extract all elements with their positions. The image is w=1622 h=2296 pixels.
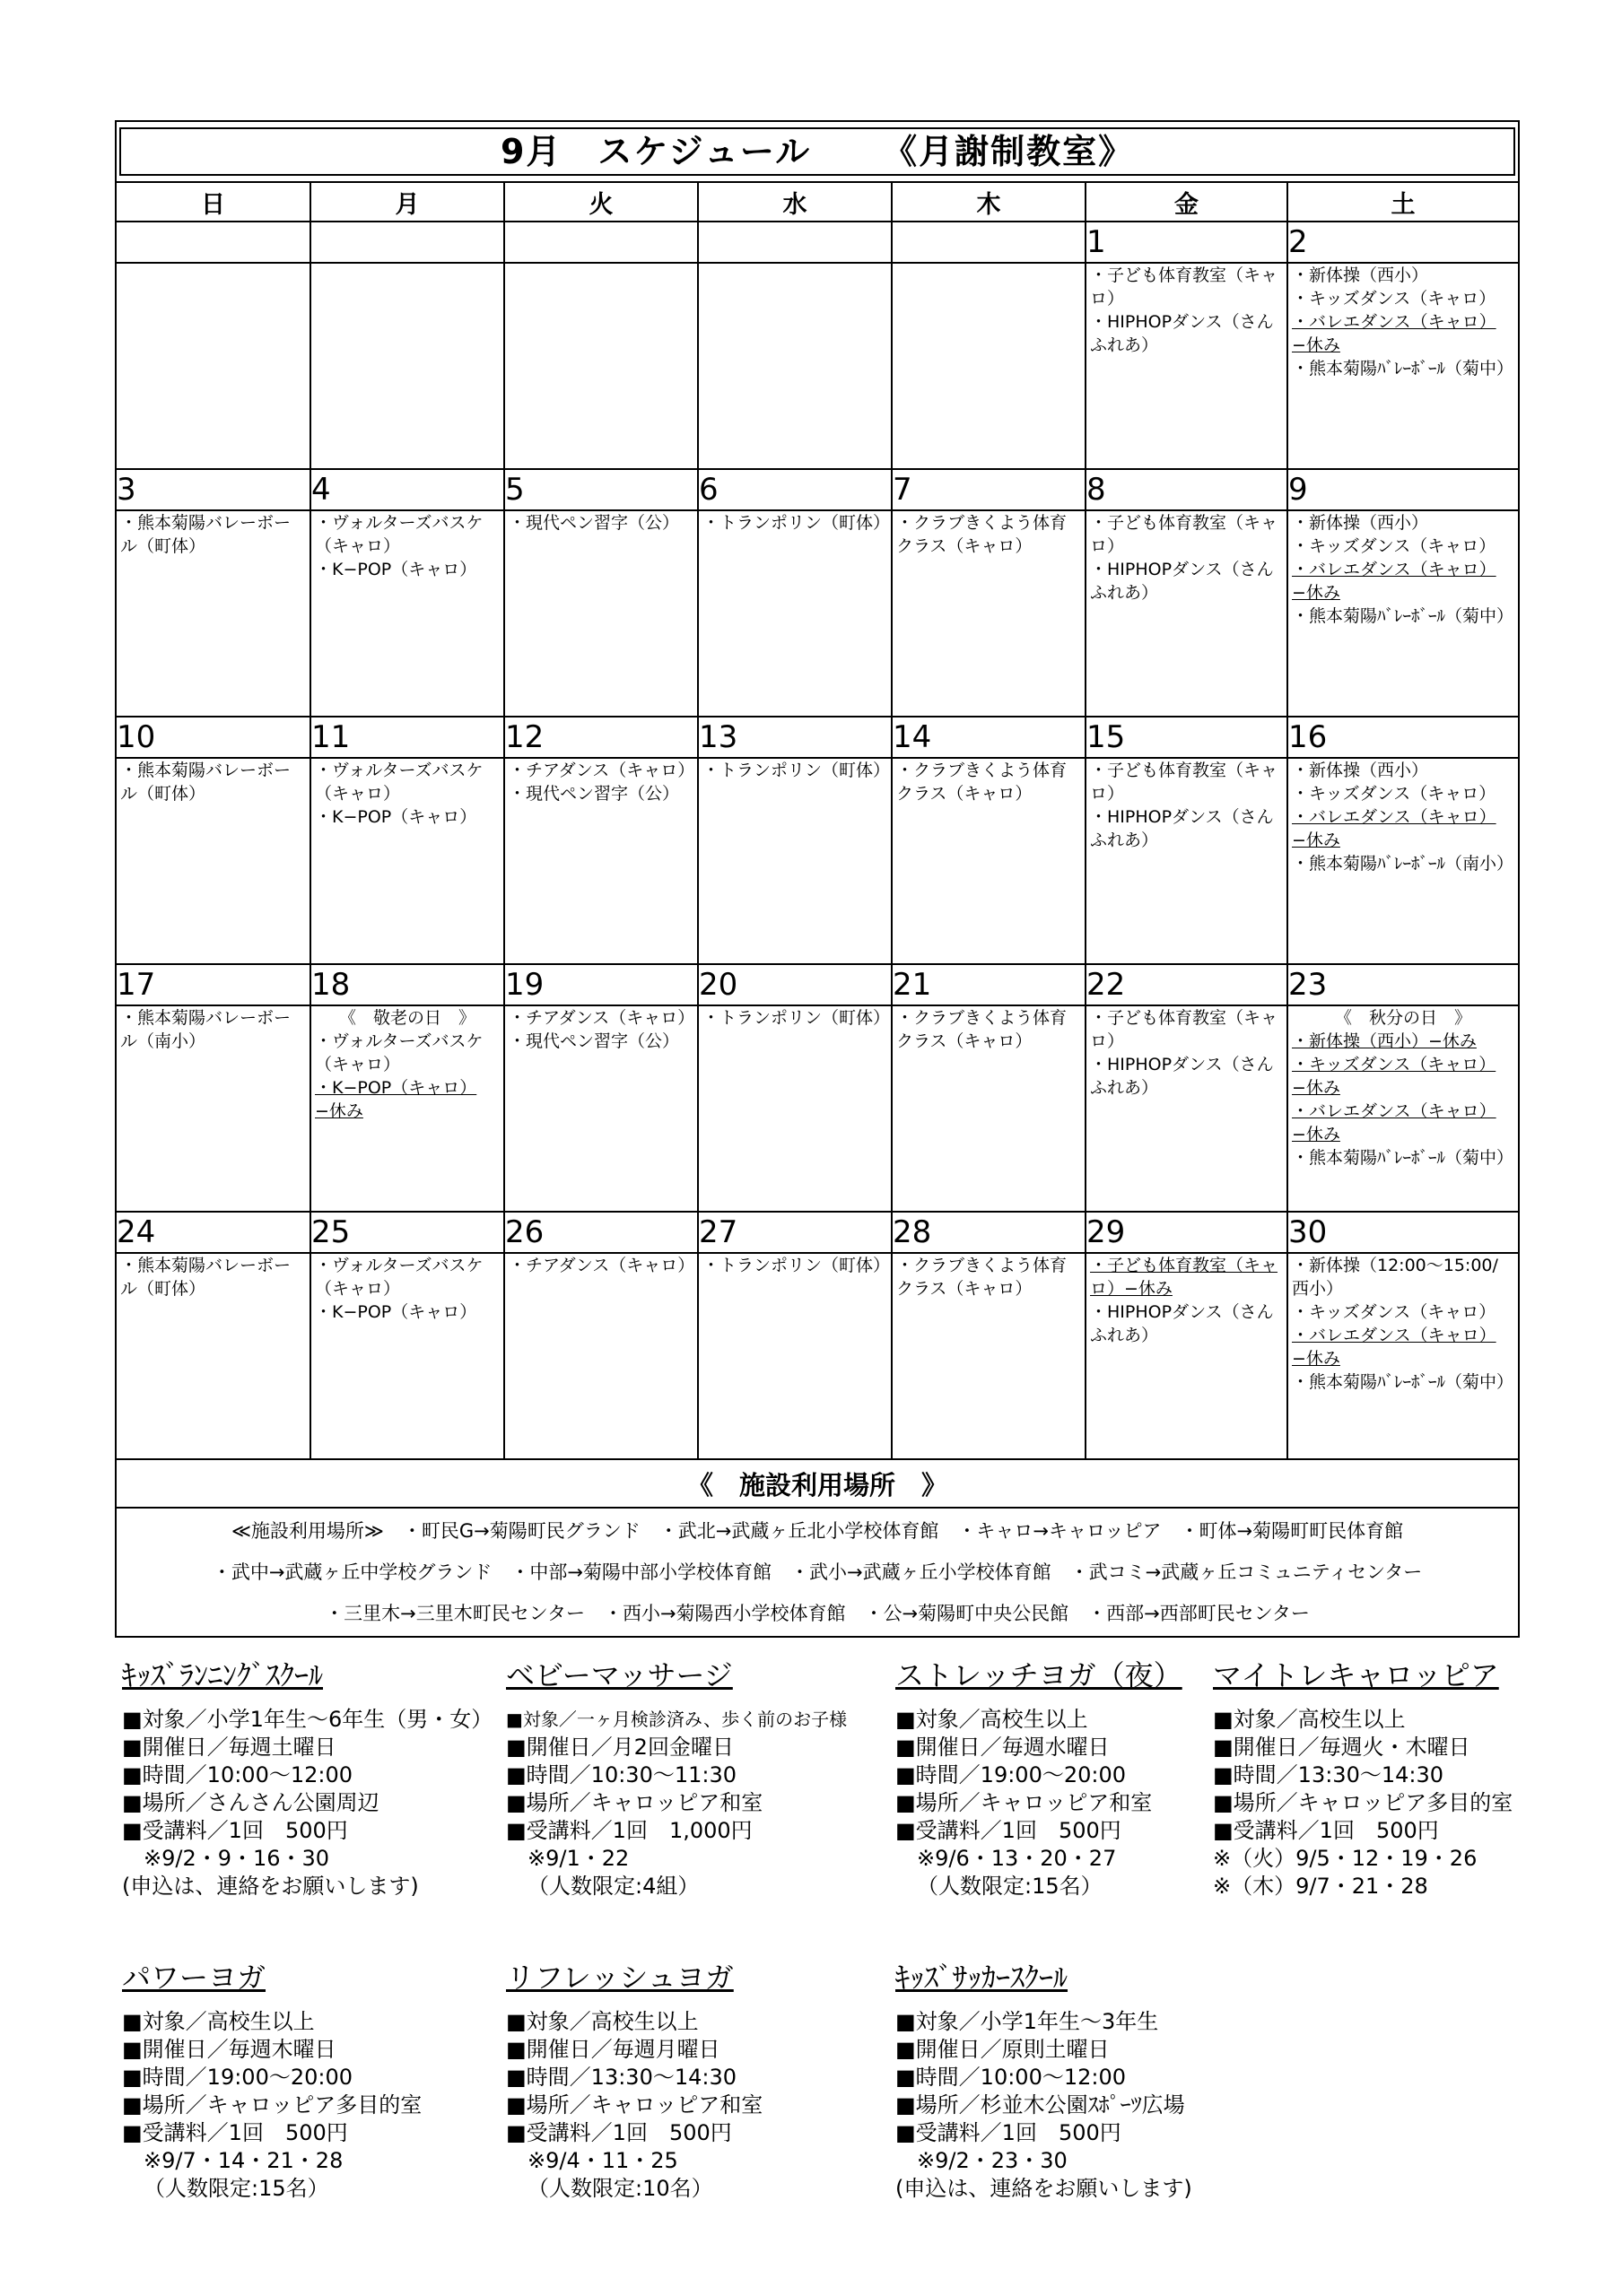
class-detail-line: ■受講料／1回 500円 bbox=[895, 1818, 1121, 1843]
class-detail-line: ■開催日／毎週水曜日 bbox=[895, 1735, 1110, 1760]
event-item: ・クラブきくよう体育クラス（キャロ） bbox=[896, 761, 1068, 804]
day-number: 26 bbox=[504, 1212, 698, 1253]
class-detail-line: ※（火）9/5・12・19・26 bbox=[1213, 1846, 1478, 1871]
class-detail-line: ■対象／高校生以上 bbox=[1213, 1707, 1406, 1732]
day-events bbox=[504, 758, 698, 964]
day-number: 22 bbox=[1086, 964, 1287, 1005]
calendar-title-cell bbox=[116, 121, 1519, 182]
weekday-header-row bbox=[116, 182, 1519, 222]
day-events bbox=[1287, 758, 1519, 964]
class-detail-line: ■場所／キャロッピア和室 bbox=[506, 1790, 763, 1815]
event-item: ・子ども体育教室（キャロ） bbox=[1090, 265, 1278, 309]
class-title: パワーヨガ bbox=[122, 1961, 266, 1995]
event-item: ・HIPHOPダンス（さんふれあ） bbox=[1090, 560, 1274, 603]
event-item: ・トランポリン（町体） bbox=[702, 513, 891, 533]
event-item: ・K−POP（キャロ）−休み bbox=[315, 1078, 477, 1121]
events-row bbox=[116, 1005, 1519, 1212]
class-detail-line: (申込は、連絡をお願いします) bbox=[122, 1874, 419, 1899]
event-item: ・熊本菊陽ﾊﾞﾚｰﾎﾞｰﾙ（菊中） bbox=[1292, 359, 1514, 378]
event-item: ・新体操（西小）−休み bbox=[1292, 1031, 1477, 1051]
holiday-label: 《 秋分の日 》 bbox=[1335, 1008, 1472, 1028]
day-number: 18 bbox=[310, 964, 504, 1005]
day-number: 14 bbox=[892, 717, 1086, 758]
day-events bbox=[310, 1253, 504, 1459]
day-events bbox=[1086, 1253, 1287, 1459]
day-events bbox=[892, 758, 1086, 964]
weekday-mon: 月 bbox=[310, 182, 504, 222]
weeks-body bbox=[116, 222, 1519, 1459]
class-detail-line: ■受講料／1回 500円 bbox=[1213, 1818, 1439, 1843]
event-item: ・クラブきくよう体育クラス（キャロ） bbox=[896, 1008, 1068, 1051]
event-item: ・キッズダンス（キャロ） bbox=[1292, 784, 1496, 804]
event-item: ・子ども体育教室（キャロ） bbox=[1090, 761, 1278, 804]
class-detail-line: ■開催日／毎週土曜日 bbox=[122, 1735, 336, 1760]
day-events bbox=[310, 1005, 504, 1212]
class-detail-line: ■対象／高校生以上 bbox=[895, 1707, 1088, 1732]
class-detail-line: ※9/1・22 bbox=[528, 1846, 630, 1871]
facilities-legend bbox=[116, 1508, 1519, 1637]
day-number: 21 bbox=[892, 964, 1086, 1005]
day-number: 3 bbox=[116, 469, 310, 510]
class-detail-line: ■対象／高校生以上 bbox=[122, 2009, 315, 2034]
day-events bbox=[116, 1005, 310, 1212]
event-item: ・子ども体育教室（キャロ） bbox=[1090, 513, 1278, 556]
event-item: ・キッズダンス（キャロ） bbox=[1292, 289, 1496, 309]
class-detail-line: (申込は、連絡をお願いします) bbox=[895, 2176, 1192, 2201]
class-info bbox=[895, 1960, 1192, 2203]
day-number bbox=[892, 222, 1086, 263]
day-number-row bbox=[116, 1212, 1519, 1253]
weekday-thu: 木 bbox=[892, 182, 1086, 222]
event-item: ・ヴォルターズバスケ（キャロ） bbox=[315, 1031, 484, 1074]
day-events bbox=[116, 510, 310, 717]
calendar-title bbox=[119, 127, 1515, 176]
facilities-title: 《 施設利用場所 》 bbox=[116, 1459, 1519, 1508]
class-detail-line: ■時間／13:30〜14:30 bbox=[506, 2065, 737, 2090]
day-number: 19 bbox=[504, 964, 698, 1005]
class-detail-line: ■場所／キャロッピア多目的室 bbox=[1213, 1790, 1513, 1815]
class-detail-line: ■場所／さんさん公園周辺 bbox=[122, 1790, 379, 1815]
day-events bbox=[698, 1253, 892, 1459]
class-detail-line: ■対象／小学1年生〜6年生（男・女） bbox=[122, 1707, 493, 1732]
event-item: ・子ども体育教室（キャロ）−休み bbox=[1090, 1256, 1278, 1299]
day-events bbox=[1287, 1005, 1519, 1212]
day-events bbox=[1287, 1253, 1519, 1459]
event-item: ・K−POP（キャロ） bbox=[315, 1302, 477, 1322]
day-events bbox=[1086, 1005, 1287, 1212]
class-detail-line: ■場所／キャロッピア多目的室 bbox=[122, 2092, 423, 2118]
weekday-sat: 土 bbox=[1287, 182, 1519, 222]
event-item: ・新体操（西小） bbox=[1292, 265, 1429, 285]
day-number: 2 bbox=[1287, 222, 1519, 263]
event-item: ・HIPHOPダンス（さんふれあ） bbox=[1090, 807, 1274, 850]
day-events bbox=[698, 1005, 892, 1212]
day-number: 20 bbox=[698, 964, 892, 1005]
event-item: ・HIPHOPダンス（さんふれあ） bbox=[1090, 1055, 1274, 1098]
day-number: 25 bbox=[310, 1212, 504, 1253]
event-item: ・熊本菊陽ﾊﾞﾚｰﾎﾞｰﾙ（菊中） bbox=[1292, 1372, 1514, 1392]
day-number: 29 bbox=[1086, 1212, 1287, 1253]
day-number: 13 bbox=[698, 717, 892, 758]
class-detail-line: （人数限定:4組） bbox=[528, 1874, 700, 1899]
class-detail-line: ■場所／杉並木公園ｽﾎﾟｰﾂ広場 bbox=[895, 2092, 1185, 2118]
event-item: ・ヴォルターズバスケ（キャロ） bbox=[315, 761, 484, 804]
day-events bbox=[504, 1005, 698, 1212]
class-detail-line: ■時間／19:00〜20:00 bbox=[895, 1762, 1127, 1787]
class-title: ｷｯｽﾞｻｯｶｰｽｸｰﾙ bbox=[895, 1961, 1068, 1995]
day-number: 11 bbox=[310, 717, 504, 758]
event-item: ・バレエダンス（キャロ）−休み bbox=[1292, 560, 1496, 603]
class-detail-line: （人数限定:10名） bbox=[528, 2176, 713, 2201]
event-item: ・バレエダンス（キャロ）−休み bbox=[1292, 807, 1496, 850]
event-item: ・キッズダンス（キャロ）−休み bbox=[1292, 1055, 1496, 1098]
class-detail-line: ■時間／10:00〜12:00 bbox=[895, 2065, 1127, 2090]
class-detail-line: ※（木）9/7・21・28 bbox=[1213, 1874, 1428, 1899]
class-detail-line: （人数限定:15名） bbox=[917, 1874, 1103, 1899]
event-item: ・バレエダンス（キャロ）−休み bbox=[1292, 1326, 1496, 1369]
class-detail-line: ■開催日／原則土曜日 bbox=[895, 2037, 1110, 2062]
class-title: ｷｯｽﾞﾗﾝﾆﾝｸﾞｽｸｰﾙ bbox=[122, 1658, 324, 1692]
day-number: 12 bbox=[504, 717, 698, 758]
event-item: ・HIPHOPダンス（さんふれあ） bbox=[1090, 1302, 1274, 1345]
class-info bbox=[895, 1657, 1182, 1900]
day-number: 6 bbox=[698, 469, 892, 510]
weekday-fri: 金 bbox=[1086, 182, 1287, 222]
event-item: ・熊本菊陽バレーボール（南小） bbox=[120, 1008, 292, 1051]
class-detail-line: ■受講料／1回 500円 bbox=[122, 1818, 348, 1843]
day-events bbox=[1287, 263, 1519, 469]
class-detail-line: ■時間／19:00〜20:00 bbox=[122, 2065, 353, 2090]
class-detail-line: ■受講料／1回 1,000円 bbox=[506, 1818, 753, 1843]
class-detail-line: ■開催日／月2回金曜日 bbox=[506, 1735, 734, 1760]
class-detail-line: ※9/4・11・25 bbox=[528, 2148, 678, 2173]
event-item: ・K−POP（キャロ） bbox=[315, 807, 477, 827]
events-row bbox=[116, 510, 1519, 717]
event-item: ・熊本菊陽バレーボール（町体） bbox=[120, 1256, 292, 1299]
class-detail-line: ※9/2・9・16・30 bbox=[144, 1846, 330, 1871]
weekday-sun: 日 bbox=[116, 182, 310, 222]
event-item: ・熊本菊陽ﾊﾞﾚｰﾎﾞｰﾙ（菊中） bbox=[1292, 1148, 1514, 1168]
day-number: 24 bbox=[116, 1212, 310, 1253]
title-name: 《月謝制教室》 bbox=[883, 132, 1135, 171]
day-number: 4 bbox=[310, 469, 504, 510]
facilities-line: ≪施設利用場所≫ ・町民G→菊陽町民グランド ・武北→武蔵ヶ丘北小学校体育館 ・キャロ→キャロッピア ・町体→菊陽町町民体育館 bbox=[231, 1520, 1404, 1542]
event-item: ・チアダンス（キャロ） bbox=[509, 761, 695, 780]
title-schedule: スケジュール bbox=[597, 132, 812, 171]
class-title: ベビーマッサージ bbox=[506, 1658, 733, 1692]
event-item: ・クラブきくよう体育クラス（キャロ） bbox=[896, 1256, 1068, 1299]
day-number: 17 bbox=[116, 964, 310, 1005]
facilities-title-row bbox=[116, 1459, 1519, 1508]
class-detail-line: ■時間／10:30〜11:30 bbox=[506, 1762, 737, 1787]
event-item: ・熊本菊陽バレーボール（町体） bbox=[120, 513, 292, 556]
event-item: ・現代ペン習字（公） bbox=[509, 513, 680, 533]
class-detail-line: ■時間／13:30〜14:30 bbox=[1213, 1762, 1444, 1787]
day-events bbox=[310, 758, 504, 964]
class-detail-line: ■場所／キャロッピア和室 bbox=[895, 1790, 1153, 1815]
event-item: ・現代ペン習字（公） bbox=[509, 1031, 680, 1051]
class-detail-line: ■開催日／毎週火・木曜日 bbox=[1213, 1735, 1470, 1760]
day-events bbox=[310, 263, 504, 469]
day-events bbox=[310, 510, 504, 717]
day-events bbox=[698, 263, 892, 469]
day-events bbox=[892, 1005, 1086, 1212]
day-number: 1 bbox=[1086, 222, 1287, 263]
events-row bbox=[116, 758, 1519, 964]
day-events bbox=[116, 758, 310, 964]
day-events bbox=[892, 510, 1086, 717]
weekday-tue: 火 bbox=[504, 182, 698, 222]
event-item: ・現代ペン習字（公） bbox=[509, 784, 680, 804]
event-item: ・バレエダンス（キャロ）−休み bbox=[1292, 1101, 1496, 1144]
class-info bbox=[1213, 1657, 1513, 1900]
day-number-row bbox=[116, 964, 1519, 1005]
class-detail-line: ■対象／小学1年生〜3年生 bbox=[895, 2009, 1159, 2034]
day-number: 28 bbox=[892, 1212, 1086, 1253]
class-detail-line: ※9/6・13・20・27 bbox=[917, 1846, 1117, 1871]
day-events bbox=[1086, 758, 1287, 964]
class-info bbox=[506, 1960, 763, 2203]
event-item: ・熊本菊陽バレーボール（町体） bbox=[120, 761, 292, 804]
class-detail-line: ■対象／一ヶ月検診済み、歩く前のお子様 bbox=[506, 1709, 848, 1730]
event-item: ・子ども体育教室（キャロ） bbox=[1090, 1008, 1278, 1051]
day-number bbox=[504, 222, 698, 263]
class-detail-line: ■開催日／毎週木曜日 bbox=[122, 2037, 336, 2062]
event-item: ・キッズダンス（キャロ） bbox=[1292, 536, 1496, 556]
class-detail-line: ■対象／高校生以上 bbox=[506, 2009, 699, 2034]
weekday-wed: 水 bbox=[698, 182, 892, 222]
day-number: 9 bbox=[1287, 469, 1519, 510]
event-item: ・トランポリン（町体） bbox=[702, 1256, 891, 1275]
class-detail-line: ※9/7・14・21・28 bbox=[144, 2148, 344, 2173]
day-events bbox=[116, 1253, 310, 1459]
event-item: ・HIPHOPダンス（さんふれあ） bbox=[1090, 312, 1274, 355]
event-item: ・ヴォルターズバスケ（キャロ） bbox=[315, 1256, 484, 1299]
title-month: 9月 bbox=[500, 132, 562, 171]
day-number: 10 bbox=[116, 717, 310, 758]
day-events bbox=[504, 510, 698, 717]
day-number: 7 bbox=[892, 469, 1086, 510]
day-number bbox=[116, 222, 310, 263]
event-item: ・新体操（西小） bbox=[1292, 761, 1429, 780]
events-row bbox=[116, 1253, 1519, 1459]
event-item: ・チアダンス（キャロ） bbox=[509, 1256, 695, 1275]
day-events bbox=[698, 510, 892, 717]
class-detail-line: ■受講料／1回 500円 bbox=[506, 2120, 732, 2145]
facilities-line: ・三里木→三里木町民センター ・西小→菊陽西小学校体育館 ・公→菊陽町中央公民館 ・西部→西部町民センター bbox=[325, 1603, 1310, 1624]
class-title: リフレッシュヨガ bbox=[506, 1961, 734, 1995]
day-number-row bbox=[116, 717, 1519, 758]
event-item: ・クラブきくよう体育クラス（キャロ） bbox=[896, 513, 1068, 556]
class-info bbox=[506, 1657, 847, 1900]
event-item: ・K−POP（キャロ） bbox=[315, 560, 477, 579]
day-events bbox=[698, 758, 892, 964]
day-events bbox=[892, 263, 1086, 469]
event-item: ・チアダンス（キャロ） bbox=[509, 1008, 695, 1028]
facilities-line: ・武中→武蔵ヶ丘中学校グランド ・中部→菊陽中部小学校体育館 ・武小→武蔵ヶ丘小学校体育館 ・武コミ→武蔵ヶ丘コミュニティセンター bbox=[212, 1561, 1423, 1583]
event-item: ・熊本菊陽ﾊﾞﾚｰﾎﾞｰﾙ（南小） bbox=[1292, 854, 1514, 874]
event-item: ・熊本菊陽ﾊﾞﾚｰﾎﾞｰﾙ（菊中） bbox=[1292, 606, 1514, 626]
facilities-body-row bbox=[116, 1508, 1519, 1637]
day-events bbox=[504, 1253, 698, 1459]
class-info bbox=[122, 1960, 422, 2203]
class-title: ストレッチヨガ（夜） bbox=[895, 1658, 1182, 1692]
day-number: 15 bbox=[1086, 717, 1287, 758]
class-detail-line: ■開催日／毎週月曜日 bbox=[506, 2037, 720, 2062]
events-row bbox=[116, 263, 1519, 469]
class-title: マイトレキャロッピア bbox=[1213, 1658, 1499, 1692]
day-events bbox=[504, 263, 698, 469]
day-number: 30 bbox=[1287, 1212, 1519, 1253]
class-detail-line: ■時間／10:00〜12:00 bbox=[122, 1762, 353, 1787]
day-events bbox=[892, 1253, 1086, 1459]
day-number-row bbox=[116, 469, 1519, 510]
day-number-row bbox=[116, 222, 1519, 263]
calendar-table bbox=[115, 120, 1520, 1638]
event-item: ・トランポリン（町体） bbox=[702, 761, 891, 780]
event-item: ・トランポリン（町体） bbox=[702, 1008, 891, 1028]
holiday-label: 《 敬老の日 》 bbox=[338, 1008, 475, 1028]
class-detail-line: ■受講料／1回 500円 bbox=[895, 2120, 1121, 2145]
day-number: 16 bbox=[1287, 717, 1519, 758]
event-item: ・新体操（西小） bbox=[1292, 513, 1429, 533]
day-events bbox=[1086, 263, 1287, 469]
class-detail-line: ※9/2・23・30 bbox=[917, 2148, 1068, 2173]
day-events bbox=[1086, 510, 1287, 717]
event-item: ・バレエダンス（キャロ）−休み bbox=[1292, 312, 1496, 355]
class-detail-line: ■受講料／1回 500円 bbox=[122, 2120, 348, 2145]
day-number: 5 bbox=[504, 469, 698, 510]
day-number: 27 bbox=[698, 1212, 892, 1253]
day-events bbox=[1287, 510, 1519, 717]
class-detail-line: ■場所／キャロッピア和室 bbox=[506, 2092, 763, 2118]
day-number bbox=[698, 222, 892, 263]
day-number bbox=[310, 222, 504, 263]
day-events bbox=[116, 263, 310, 469]
event-item: ・新体操（12:00〜15:00/西小） bbox=[1292, 1256, 1498, 1299]
class-info bbox=[122, 1657, 493, 1900]
event-item: ・ヴォルターズバスケ（キャロ） bbox=[315, 513, 484, 556]
event-item: ・キッズダンス（キャロ） bbox=[1292, 1302, 1496, 1322]
day-number: 8 bbox=[1086, 469, 1287, 510]
day-number: 23 bbox=[1287, 964, 1519, 1005]
class-detail-line: （人数限定:15名） bbox=[144, 2176, 329, 2201]
